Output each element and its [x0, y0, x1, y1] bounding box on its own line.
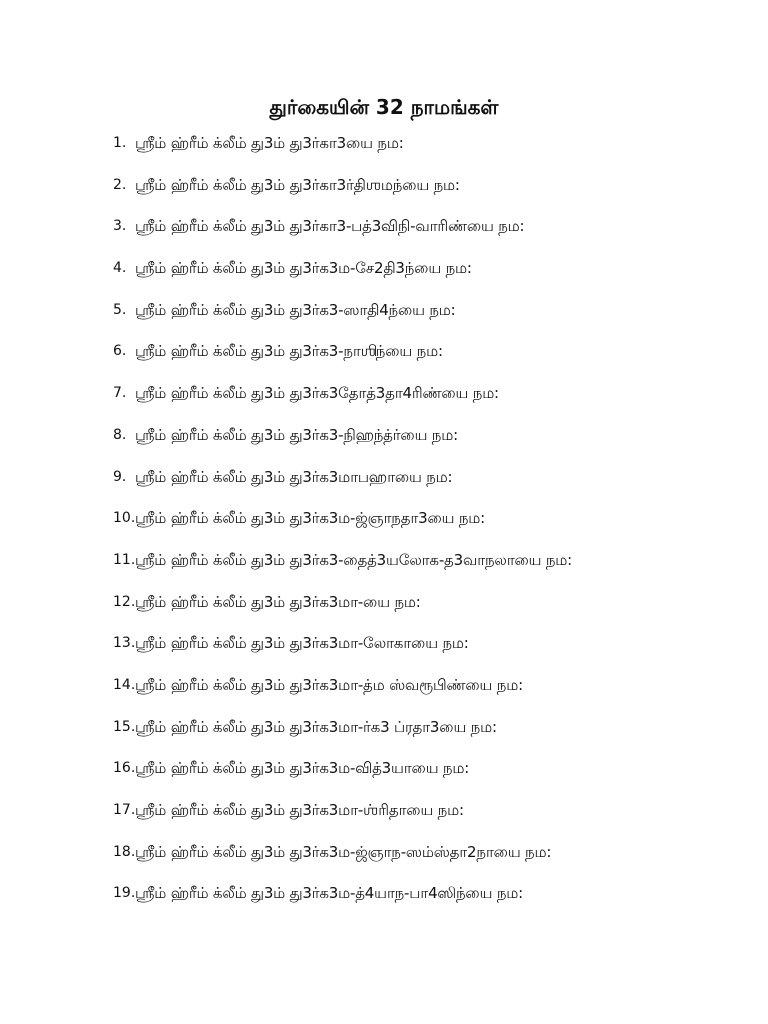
item-number: 6. — [113, 343, 127, 360]
list-item — [113, 422, 753, 464]
item-number: 5. — [113, 301, 127, 318]
item-text: ஸ்ரீம் ஹ்ரீம் க்லீம் து3ம் து3ர்கா3-பத்3விநி-வாரிண்யை நம: — [135, 217, 525, 236]
item-text: ஸ்ரீம் ஹ்ரீம் க்லீம் து3ம் து3ர்க3ம-த்4யாந-பா4ஸிந்யை நம: — [135, 884, 524, 903]
item-number: 11. — [113, 551, 136, 568]
item-number: 10. — [113, 510, 136, 527]
item-number: 3. — [113, 218, 127, 235]
item-text: ஸ்ரீம் ஹ்ரீம் க்லீம் து3ம் து3ர்க3-நிஹந்த்ர்யை நம: — [135, 425, 458, 444]
page-title: துர்கையின் 32 நாமங்கள் — [269, 95, 499, 119]
list-item — [113, 714, 753, 756]
item-text: ஸ்ரீம் ஹ்ரீம் க்லீம் து3ம் து3ர்க3மா-லோகாயை நம: — [135, 634, 469, 653]
list-item — [113, 630, 753, 672]
item-text: ஸ்ரீம் ஹ்ரீம் க்லீம் து3ம் து3ர்க3மா-த்ம ஸ்வரூபிண்யை நம: — [135, 675, 523, 694]
list-item — [113, 380, 753, 422]
item-number: 9. — [113, 468, 127, 485]
item-text: ஸ்ரீம் ஹ்ரீம் க்லீம் து3ம் து3ர்க3-தைத்3யலோக-த3வாநலாயை நம: — [135, 550, 573, 569]
list-item — [113, 797, 753, 839]
list-item — [113, 672, 753, 714]
list-item — [113, 505, 753, 547]
list-item — [113, 338, 753, 380]
list-item — [113, 172, 753, 214]
item-number: 7. — [113, 385, 127, 402]
list-item — [113, 547, 753, 589]
item-number: 1. — [113, 135, 127, 151]
item-number: 4. — [113, 260, 127, 277]
item-text: ஸ்ரீம் ஹ்ரீம் க்லீம் து3ம் து3ர்கா3ர்திஶமந்யை நம: — [135, 175, 460, 194]
item-number: 13. — [113, 635, 136, 652]
item-text: ஸ்ரீம் ஹ்ரீம் க்லீம் து3ம் து3ர்க3ம-சே2தி3ந்யை நம: — [135, 259, 472, 278]
list-item — [113, 880, 753, 922]
item-text: ஸ்ரீம் ஹ்ரீம் க்லீம் து3ம் து3ர்க3-ஸாதி4ந்யை நம: — [135, 300, 456, 319]
item-number: 8. — [113, 426, 127, 443]
list-item — [113, 297, 753, 339]
list-item — [113, 130, 753, 172]
item-number: 16. — [113, 760, 136, 777]
item-text: ஸ்ரீம் ஹ்ரீம் க்லீம் து3ம் து3ர்கா3யை நம: — [135, 134, 404, 152]
list-item — [113, 839, 753, 881]
list-item — [113, 589, 753, 631]
item-number: 14. — [113, 676, 136, 693]
item-number: 12. — [113, 593, 136, 610]
item-text: ஸ்ரீம் ஹ்ரீம் க்லீம் து3ம் து3ர்க3மா-யை நம: — [135, 592, 421, 611]
names-list — [113, 130, 753, 922]
item-text: ஸ்ரீம் ஹ்ரீம் க்லீம் து3ம் து3ர்க3-நாஶிந்யை நம: — [135, 342, 443, 361]
item-number: 19. — [113, 885, 136, 902]
item-text: ஸ்ரீம் ஹ்ரீம் க்லீம் து3ம் து3ர்க3ம-ஜ்ஞாந-ஸம்ஸ்தா2நாயை நம: — [135, 842, 552, 861]
item-text: ஸ்ரீம் ஹ்ரீம் க்லீம் து3ம் து3ர்க3ம-வித்3யாயை நம: — [135, 759, 470, 778]
item-number: 18. — [113, 843, 136, 860]
item-text: ஸ்ரீம் ஹ்ரீம் க்லீம் து3ம் து3ர்க3மாபஹாயை நம: — [135, 467, 453, 486]
item-number: 2. — [113, 176, 127, 193]
item-text: ஸ்ரீம் ஹ்ரீம் க்லீம் து3ம் து3ர்க3மா-ஶ்ரிதாயை நம: — [135, 801, 464, 819]
item-number: 15. — [113, 718, 136, 735]
list-item — [113, 464, 753, 506]
item-text: ஸ்ரீம் ஹ்ரீம் க்லீம் து3ம் து3ர்க3ம-ஜ்ஞாநதா3யை நம: — [135, 509, 486, 528]
list-item — [113, 755, 753, 797]
list-item — [113, 255, 753, 297]
list-item — [113, 213, 753, 255]
item-number: 17. — [113, 802, 136, 818]
item-text: ஸ்ரீம் ஹ்ரீம் க்லீம் து3ம் து3ர்க3மா-ர்க3 ப்ரதா3யை நம: — [135, 717, 497, 736]
item-text: ஸ்ரீம் ஹ்ரீம் க்லீம் து3ம் து3ர்க3தோத்3தா4ரிண்யை நம: — [135, 384, 499, 403]
